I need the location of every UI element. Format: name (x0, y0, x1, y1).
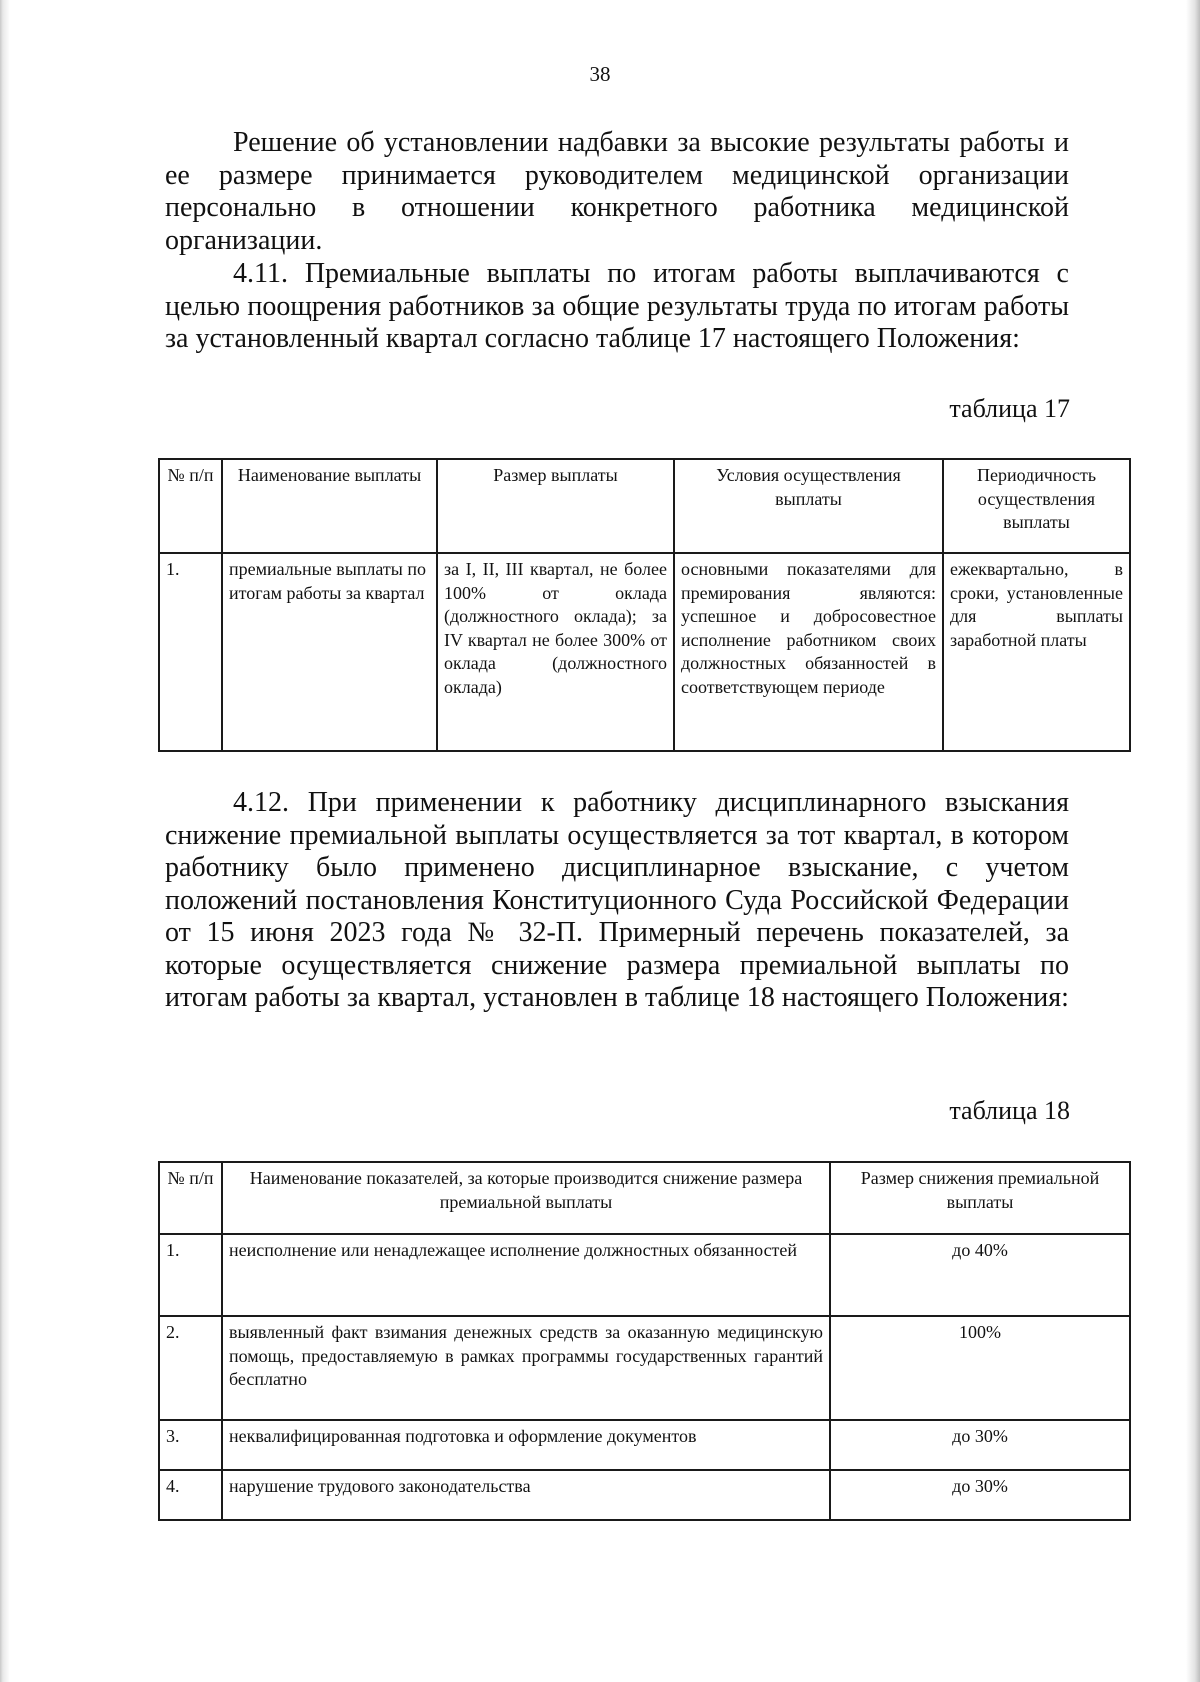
table-row (159, 1316, 1130, 1420)
table-18-cell-name: неквалифицированная подготовка и оформление документов (222, 1420, 830, 1470)
page-number: 38 (589, 62, 611, 86)
table-row (159, 1470, 1130, 1520)
table-17-header-row (159, 459, 1130, 553)
table-row (159, 1234, 1130, 1316)
table-18-cell-num: 3. (159, 1420, 222, 1470)
table-17-header-periodicity: Периодичность осуществления выплаты (943, 459, 1130, 553)
table-17-cell-periodicity: ежеквартально, в сроки, установленные для выплаты заработной платы (943, 553, 1130, 751)
table-18-header-row (159, 1162, 1130, 1234)
table-18-cell-size: до 30% (830, 1420, 1130, 1470)
table-17-cell-name: премиальные выплаты по итогам работы за квартал (222, 553, 437, 751)
scan-edge-left (0, 0, 10, 1682)
table-17-header-num: № п/п (159, 459, 222, 553)
table-18-cell-num: 2. (159, 1316, 222, 1420)
table-row (159, 553, 1130, 751)
table-17-header-size: Размер выплаты (437, 459, 674, 553)
paragraph-bonus-decision: Решение об установлении надбавки за высокие результаты работы и ее размере принимается руководителем медицинской организации персонально в отношении конкретного работника медицинской организации. (165, 127, 1069, 256)
table-18-caption: таблица 18 (949, 1096, 1070, 1125)
table-18-cell-size: 100% (830, 1316, 1130, 1420)
table-18-cell-num: 1. (159, 1234, 222, 1316)
table-18-cell-name: нарушение трудового законодательства (222, 1470, 830, 1520)
table-18-cell-num: 4. (159, 1470, 222, 1520)
table-18 (158, 1161, 1131, 1521)
table-17-cell-size: за I, II, III квартал, не более 100% от оклада (должностного оклада); за IV квартал не более 300% от оклада (должностного оклада) (437, 553, 674, 751)
table-18-cell-name: выявленный факт взимания денежных средств за оказанную медицинскую помощь, предоставляемую в рамках программы государственных гарантий бесплатно (222, 1316, 830, 1420)
table-17-header-name: Наименование выплаты (222, 459, 437, 553)
scan-edge-right (1186, 0, 1200, 1682)
table-18-cell-name: неисполнение или ненадлежащее исполнение должностных обязанностей (222, 1234, 830, 1316)
table-18-cell-size: до 40% (830, 1234, 1130, 1316)
table-18-header-num: № п/п (159, 1162, 222, 1234)
table-row (159, 1420, 1130, 1470)
table-17-header-conditions: Условия осуществления выплаты (674, 459, 943, 553)
table-18-cell-size: до 30% (830, 1470, 1130, 1520)
paragraph-4-12: 4.12. При применении к работнику дисциплинарного взыскания снижение премиальной выплаты осуществляется за тот квартал, в котором работнику было применено дисциплинарное взыскание, с учетом положений постановления Конституционного Суда Российской Федерации от 15 июня 2023 года № 32-П. Примерный перечень показателей, за которые осуществляется снижение размера премиальной выплаты по итогам работы за квартал, установлен в таблице 18 настоящего Положения: (165, 787, 1069, 1013)
table-17-cell-conditions: основными показателями для премирования являются: успешное и добросовестное исполнение работником своих должностных обязанностей в соответствующем периоде (674, 553, 943, 751)
table-18-header-name: Наименование показателей, за которые производится снижение размера премиальной выплаты (222, 1162, 830, 1234)
paragraph-4-11: 4.11. Премиальные выплаты по итогам работы выплачиваются с целью поощрения работников за общие результаты труда по итогам работы за установленный квартал согласно таблице 17 настоящего Положения: (165, 258, 1069, 354)
table-17-caption: таблица 17 (949, 394, 1070, 423)
table-17 (158, 458, 1131, 752)
table-18-header-size: Размер снижения премиальной выплаты (830, 1162, 1130, 1234)
table-17-cell-num: 1. (159, 553, 222, 751)
